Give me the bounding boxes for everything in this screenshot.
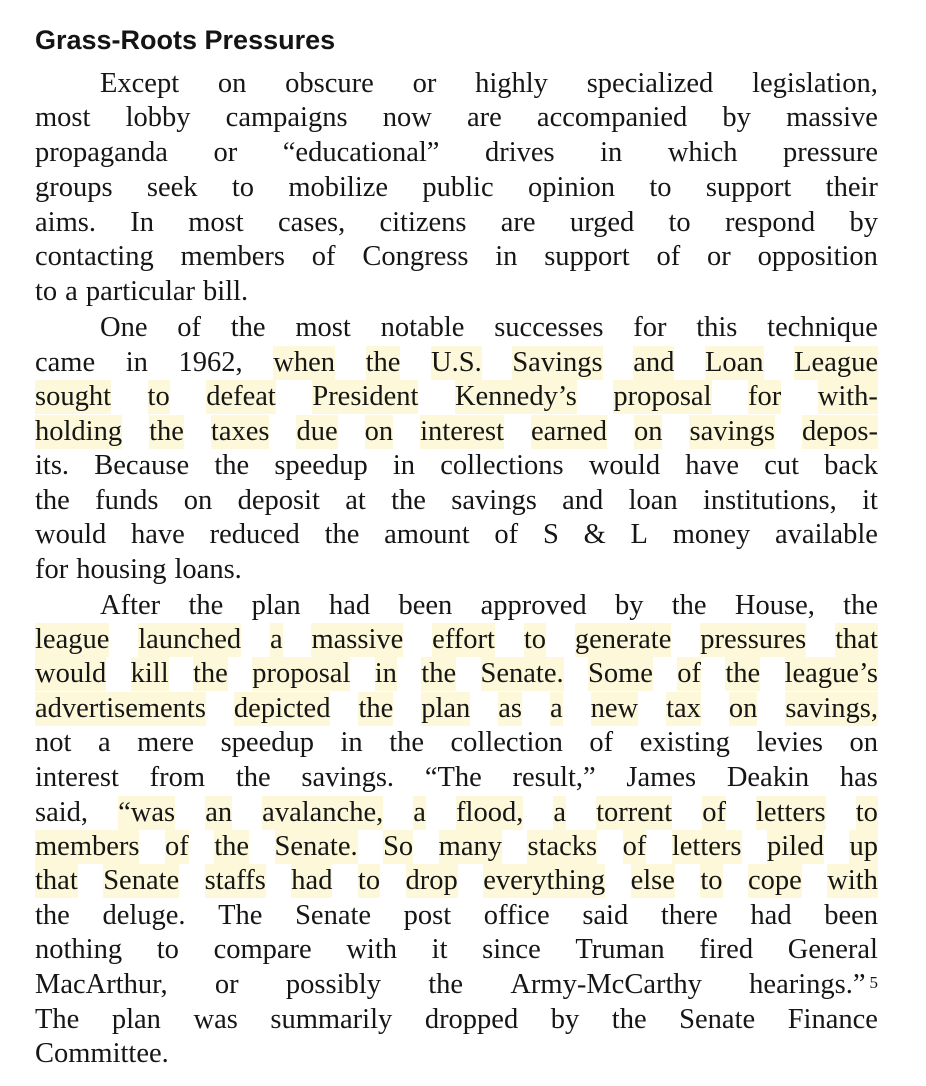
text-line: propaganda or “educational” drives in which pressure [35, 137, 878, 168]
text-line: its. Because the speedup in collections would have cut back [35, 450, 878, 481]
text-line: the deluge. The Senate post office said there had been [35, 900, 878, 931]
text-line: would kill the proposal in the Senate. Some of the league’s [35, 658, 878, 689]
text-line: sought to defeat President Kennedy’s proposal for with- [35, 381, 878, 412]
text-line: would have reduced the amount of S & L money available [35, 519, 878, 550]
section-heading: Grass-Roots Pressures [35, 25, 336, 55]
text-line: After the plan had been approved by the House, the [100, 590, 878, 621]
text-line: not a mere speedup in the collection of existing levies on [35, 727, 878, 758]
text-line: aims. In most cases, citizens are urged to respond by [35, 207, 878, 238]
text-line: interest from the savings. “The result,” James Deakin has [35, 762, 878, 793]
text-line: came in 1962, when the U.S. Savings and Loan League [35, 347, 878, 378]
text-line: members of the Senate. So many stacks of letters piled up [35, 831, 878, 862]
text-line: One of the most notable successes for this technique [100, 312, 878, 343]
text-line: that Senate staffs had to drop everything else to cope with [35, 865, 878, 896]
text-line: holding the taxes due on interest earned on savings depos- [35, 416, 878, 447]
text-line: most lobby campaigns now are accompanied by massive [35, 102, 878, 133]
text-line: nothing to compare with it since Truman fired General [35, 934, 878, 965]
text-line: said, “was an avalanche, a flood, a torrent of letters to [35, 797, 878, 828]
text-line: advertisements depicted the plan as a new tax on savings, [35, 693, 878, 724]
text-line: league launched a massive effort to generate pressures that [35, 624, 878, 655]
text-line: groups seek to mobilize public opinion to support their [35, 172, 878, 203]
text-line: Committee. [35, 1038, 169, 1069]
text-line: The plan was summarily dropped by the Senate Finance [35, 1004, 878, 1035]
text-line: to a particular bill. [35, 276, 249, 307]
text-line: for housing loans. [35, 554, 242, 585]
text-line: the funds on deposit at the savings and loan institutions, it [35, 485, 878, 516]
text-line: MacArthur, or possibly the Army-McCarthy hearings.” $^5$ [35, 969, 878, 1000]
text-line: Except on obscure or highly specialized legislation, [100, 68, 878, 99]
footnote-marker: 5 [869, 973, 878, 992]
text-line: contacting members of Congress in support of or opposition [35, 241, 878, 272]
